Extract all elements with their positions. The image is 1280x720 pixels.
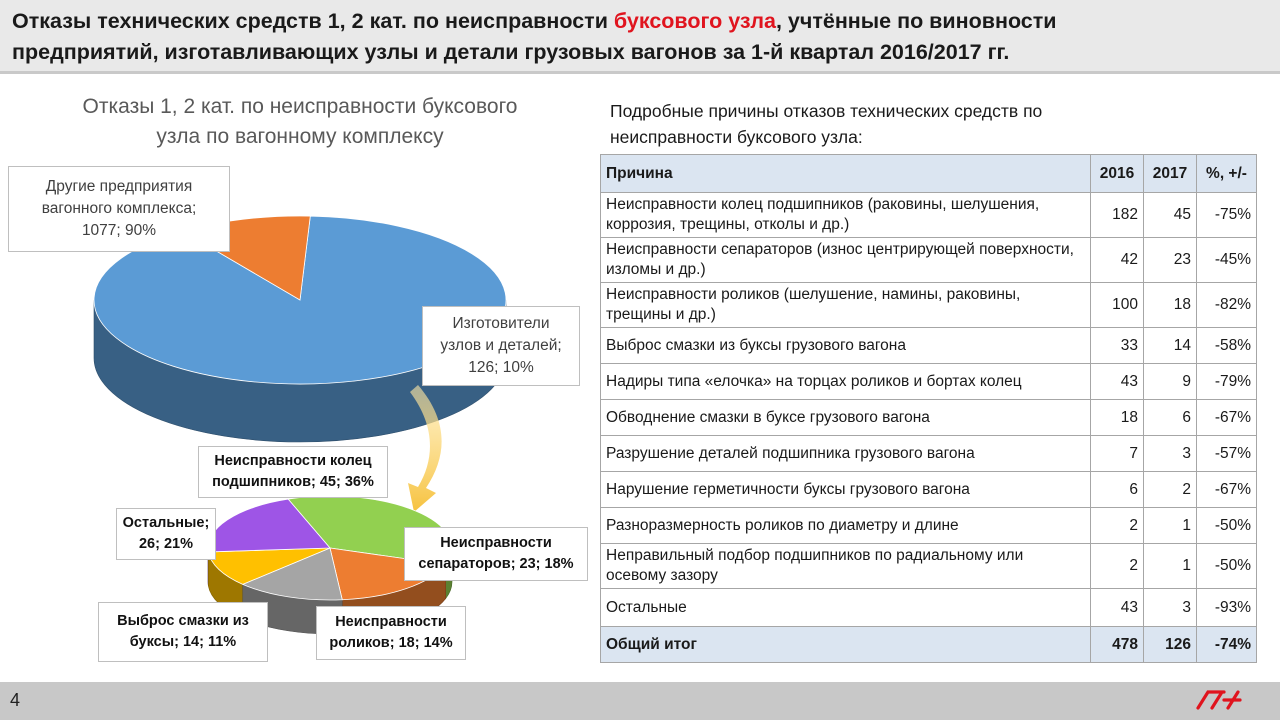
cell-cause: Неисправности роликов (шелушение, намины, раковины, трещины и др.) xyxy=(601,283,1091,328)
slide-title-line1 xyxy=(12,6,1268,37)
cell-2017: 2 xyxy=(1144,472,1197,508)
table-row xyxy=(601,364,1257,400)
title-accent-text: буксового узла xyxy=(613,9,776,33)
cell-change: -93% xyxy=(1197,589,1257,627)
table-title-line1: Подробные причины отказов технических средств по xyxy=(610,101,1043,121)
title-text-1: Отказы технических средств 1, 2 кат. по неисправности xyxy=(12,9,614,33)
pie-title-line2: узла по вагонному комплексу xyxy=(156,125,444,148)
callout-line: Изготовители xyxy=(452,315,550,332)
cell-change: -75% xyxy=(1197,193,1257,238)
cell-change: -82% xyxy=(1197,283,1257,328)
cell-2017: 3 xyxy=(1144,589,1197,627)
reasons-table xyxy=(600,154,1257,663)
cell-2017: 9 xyxy=(1144,364,1197,400)
cell-change: -58% xyxy=(1197,328,1257,364)
cell-2017: 6 xyxy=(1144,400,1197,436)
total-label: Общий итог xyxy=(601,627,1091,663)
cell-2016: 2 xyxy=(1091,544,1144,589)
table-row xyxy=(601,193,1257,238)
callout-line: 26; 21% xyxy=(138,536,193,552)
callout-line: 126; 10% xyxy=(468,359,534,376)
cell-2016: 7 xyxy=(1091,436,1144,472)
table-title-line2: неисправности буксового узла: xyxy=(610,127,863,147)
cell-2017: 23 xyxy=(1144,238,1197,283)
table-row xyxy=(601,508,1257,544)
total-2016: 478 xyxy=(1091,627,1144,663)
slide-header xyxy=(0,0,1280,74)
callout-rings xyxy=(198,446,388,498)
cell-2016: 182 xyxy=(1091,193,1144,238)
cell-cause: Неисправности колец подшипников (раковины, шелушения, коррозия, трещины, отколы и др.) xyxy=(601,193,1091,238)
callout-line: Выброс смазки из xyxy=(117,613,249,629)
table-header-row xyxy=(601,155,1257,193)
cell-2017: 14 xyxy=(1144,328,1197,364)
page-number: 4 xyxy=(10,690,21,710)
callout-line: роликов; 18; 14% xyxy=(329,635,453,651)
cell-cause: Обводнение смазки в буксе грузового вагона xyxy=(601,400,1091,436)
title-text-2: , учтённые по виновности xyxy=(775,9,1057,33)
total-2017: 126 xyxy=(1144,627,1197,663)
cell-2016: 43 xyxy=(1091,589,1144,627)
callout-line: буксы; 14; 11% xyxy=(129,634,237,650)
callout-grease-ejection xyxy=(98,602,268,662)
cell-2016: 43 xyxy=(1091,364,1144,400)
table-total-row xyxy=(601,627,1257,663)
table-row xyxy=(601,589,1257,627)
cell-2016: 33 xyxy=(1091,328,1144,364)
callout-other-enterprises xyxy=(8,166,230,252)
header-2017: 2017 xyxy=(1144,155,1197,193)
callout-line: Остальные; xyxy=(122,515,210,531)
cell-change: -57% xyxy=(1197,436,1257,472)
callout-manufacturers xyxy=(422,306,580,386)
callout-line: узлов и деталей; xyxy=(440,337,562,354)
cell-cause: Неисправности сепараторов (износ центрирующей поверхности, изломы и др.) xyxy=(601,238,1091,283)
cell-2017: 1 xyxy=(1144,508,1197,544)
cell-2016: 6 xyxy=(1091,472,1144,508)
slide-title-line2: предприятий, изготавливающих узлы и детали грузовых вагонов за 1-й квартал 2016/2017 гг. xyxy=(12,40,1010,64)
table-row xyxy=(601,472,1257,508)
cell-2017: 3 xyxy=(1144,436,1197,472)
table-row xyxy=(601,544,1257,589)
cell-2017: 18 xyxy=(1144,283,1197,328)
total-change: -74% xyxy=(1197,627,1257,663)
header-cause: Причина xyxy=(601,155,1091,193)
cell-cause: Надиры типа «елочка» на торцах роликов и бортах колец xyxy=(601,364,1091,400)
cell-2016: 18 xyxy=(1091,400,1144,436)
cell-cause: Нарушение герметичности буксы грузового вагона xyxy=(601,472,1091,508)
callout-line: подшипников; 45; 36% xyxy=(212,474,374,490)
callout-others xyxy=(116,508,216,560)
header-change: %, +/- xyxy=(1197,155,1257,193)
callout-separators xyxy=(404,527,588,581)
callout-line: Неисправности xyxy=(335,614,447,630)
table-row xyxy=(601,283,1257,328)
cell-cause: Разрушение деталей подшипника грузового вагона xyxy=(601,436,1091,472)
cell-2017: 1 xyxy=(1144,544,1197,589)
callout-line: Другие предприятия xyxy=(45,178,193,195)
pie-chart-title xyxy=(40,92,560,152)
table-row xyxy=(601,436,1257,472)
table-row xyxy=(601,400,1257,436)
cell-cause: Выброс смазки из буксы грузового вагона xyxy=(601,328,1091,364)
cell-change: -50% xyxy=(1197,544,1257,589)
header-2016: 2016 xyxy=(1091,155,1144,193)
callout-line: 1077; 90% xyxy=(81,222,157,239)
callout-line: сепараторов; 23; 18% xyxy=(418,556,574,572)
pie-title-line1: Отказы 1, 2 кат. по неисправности буксового xyxy=(82,95,518,118)
rzd-logo-icon xyxy=(1194,686,1244,714)
table-title xyxy=(610,98,1110,150)
callout-line: Неисправности колец xyxy=(214,453,372,469)
cell-cause: Остальные xyxy=(601,589,1091,627)
cell-2016: 2 xyxy=(1091,508,1144,544)
cell-cause: Разноразмерность роликов по диаметру и длине xyxy=(601,508,1091,544)
cell-change: -67% xyxy=(1197,472,1257,508)
table-row xyxy=(601,328,1257,364)
cell-change: -79% xyxy=(1197,364,1257,400)
cell-change: -45% xyxy=(1197,238,1257,283)
cell-change: -50% xyxy=(1197,508,1257,544)
callout-line: вагонного комплекса; xyxy=(41,200,197,217)
slide-footer xyxy=(0,682,1280,720)
cell-change: -67% xyxy=(1197,400,1257,436)
cell-2017: 45 xyxy=(1144,193,1197,238)
table-row xyxy=(601,238,1257,283)
callout-line: Неисправности xyxy=(440,535,552,551)
cell-cause: Неправильный подбор подшипников по радиальному или осевому зазору xyxy=(601,544,1091,589)
callout-rollers xyxy=(316,606,466,660)
cell-2016: 42 xyxy=(1091,238,1144,283)
cell-2016: 100 xyxy=(1091,283,1144,328)
